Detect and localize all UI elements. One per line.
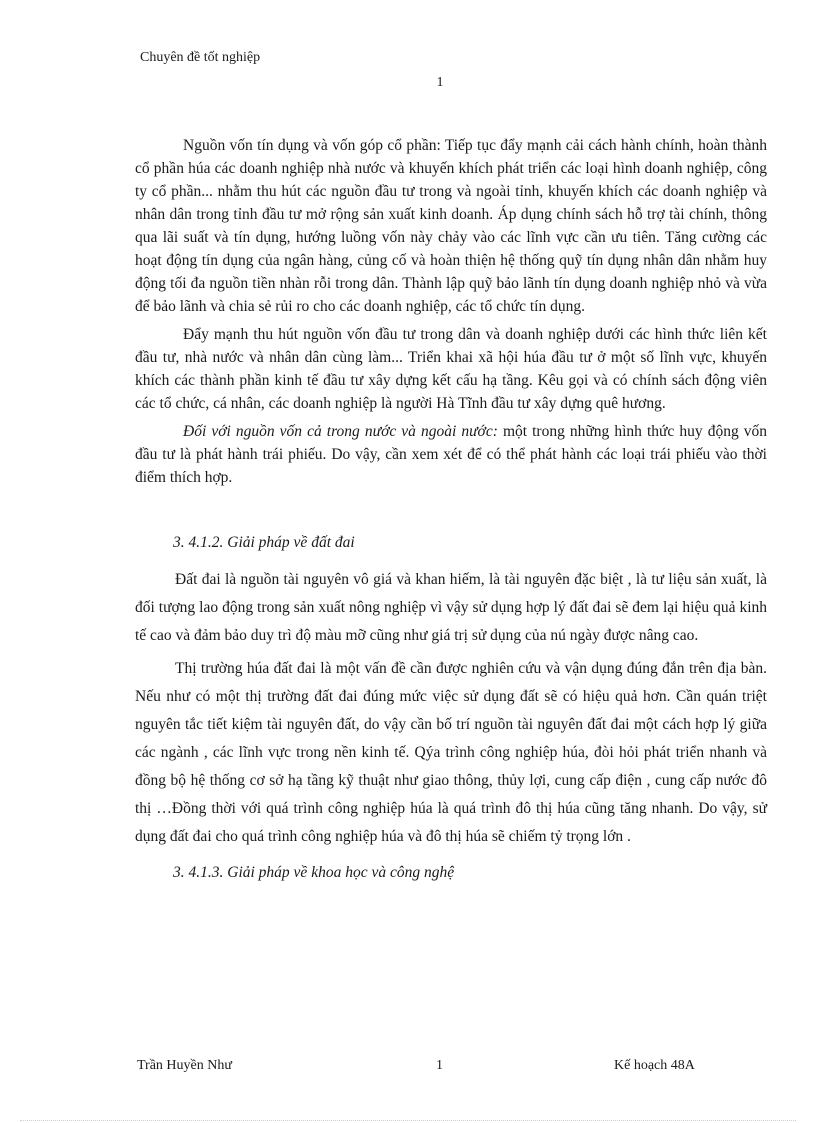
document-body (135, 134, 767, 887)
paragraph-investment-attraction: Đẩy mạnh thu hút nguồn vốn đầu tư trong dân và doanh nghiệp dưới các hình thức liên kết đầu tư, nhà nước và nhân dân cùng làm... Triển khai xã hội húa đầu tư ở một số lĩnh vực, khuyến khích các thành phần kinh tế đầu tư xây dựng kết cấu hạ tầng. Kêu gọi và có chính sách động viên các tổ chức, cá nhân, các doanh nghiệp là người Hà Tĩnh đầu tư xây dựng quê hương. (135, 326, 767, 412)
section-heading-science: 3. 4.1.3. Giải pháp về khoa học và công nghệ (173, 864, 455, 881)
header-title: Chuyên đề tốt nghiệp (140, 50, 261, 65)
paragraph-land-resource: Đất đai là nguồn tài nguyên vô giá và khan hiếm, là tài nguyên đặc biệt , là tư liệu sản xuất, là đối tượng lao động trong sản xuất nông nghiệp vì vậy sử dụng hợp lý đất đai sẽ đem lại hiệu quả kinh tế cao và đảm bảo duy trì độ màu mỡ cũng như giá trị sử dụng của nú ngày được nâng cao. (135, 571, 767, 644)
page-bottom-rule (20, 1120, 796, 1121)
footer-author: Trần Huyền Như (137, 1058, 232, 1073)
header-page-number: 1 (436, 75, 444, 90)
paragraph-credit-capital: Nguồn vốn tín dụng và vốn góp cổ phần: Tiếp tục đẩy mạnh cải cách hành chính, hoàn thành cổ phần húa các doanh nghiệp nhà nước và khuyến khích phát triển các loại hình doanh nghiệp, công ty cổ phần... nhằm thu hút các nguồn đầu tư trong và ngoài tỉnh, khuyến khích các doanh nghiệp và nhân dân trong tỉnh đầu tư mở rộng sản xuất kinh doanh. Áp dụng chính sách hỗ trợ tài chính, thông qua lãi suất và tín dụng, hướng luồng vốn này chảy vào các lĩnh vực cần ưu tiên. Tăng cường các hoạt động tín dụng của ngân hàng, củng cố và hoàn thiện hệ thống quỹ tín dụng nhân dân nhằm huy động tối đa nguồn tiền nhàn rỗi trong dân. Thành lập quỹ bảo lãnh tín dụng doanh nghiệp nhỏ và vừa để bảo lãnh và chia sẻ rủi ro cho các doanh nghiệp, các tổ chức tín dụng. (135, 137, 767, 315)
paragraph-bonds-text: một trong những hình thức huy động vốn đầu tư là phát hành trái phiếu. Do vậy, cần xem xét để có thể phát hành các loại trái phiếu vào thời điểm thích hợp. (135, 423, 768, 486)
paragraph-land-market: Thị trường húa đất đai là một vấn đề cần được nghiên cứu và vận dụng đúng đắn trên địa bàn. Nếu như có một thị trường đất đai đúng mức việc sử dụng đất sẽ có hiệu quả hơn. Cần quán triệt nguyên tắc tiết kiệm tài nguyên đất, do vậy cần bố trí nguồn tài nguyên đất đai một cách hợp lý giữa các ngành , các lĩnh vực trong nền kinh tế. Qýa trình công nghiệp húa, đòi hỏi phát triển nhanh và đồng bộ hệ thống cơ sở hạ tầng kỹ thuật như giao thông, thủy lợi, cung cấp điện , cung cấp nước đô thị …Đồng thời với quá trình công nghiệp húa là quá trình đô thị húa cũng tăng nhanh. Do vậy, sử dụng đất đai cho quá trình công nghiệp húa và đô thị húa sẽ chiếm tỷ trọng lớn . (135, 660, 767, 845)
paragraph-bonds (135, 420, 767, 489)
footer-class-name: Kế hoạch 48A (614, 1058, 695, 1073)
section-heading-land: 3. 4.1.2. Giải pháp về đất đai (173, 534, 355, 551)
footer-page-number: 1 (436, 1058, 443, 1073)
paragraph-bonds-lead: Đối với nguồn vốn cả trong nước và ngoài nước: (183, 423, 498, 440)
